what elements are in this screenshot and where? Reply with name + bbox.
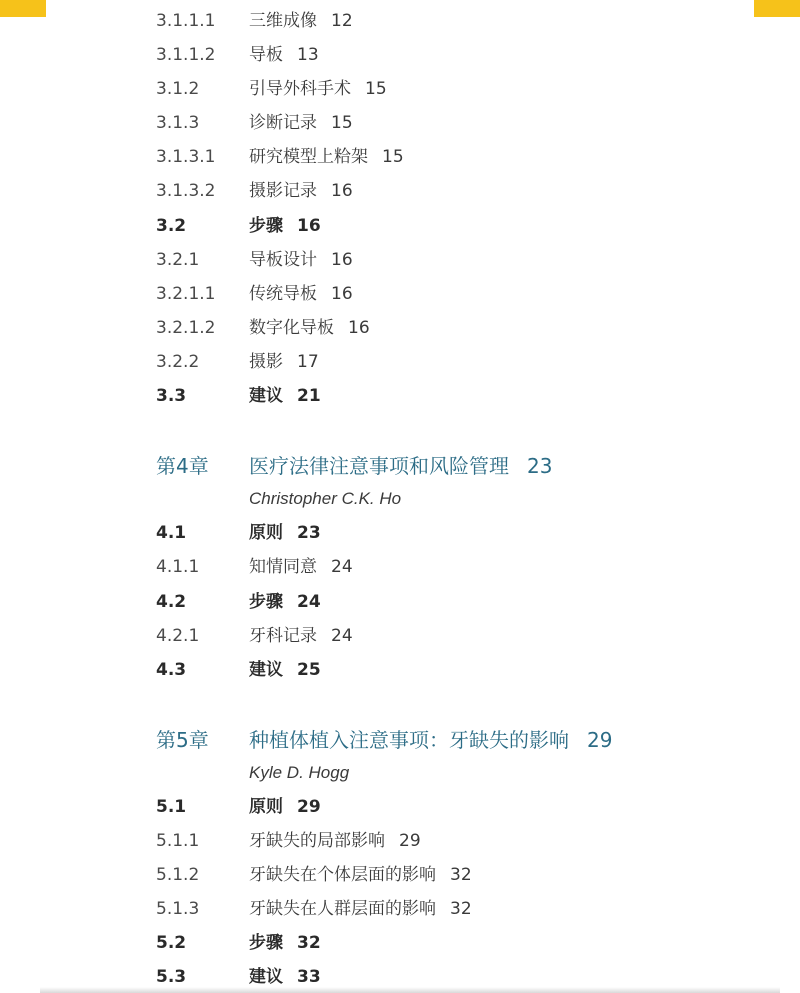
chapter-number: 第4章 [156,454,209,478]
toc-entry-4-1-1[interactable] [0,552,800,582]
toc-entry-5-1-1[interactable] [0,826,800,856]
section-number: 3.2.1.2 [156,318,216,338]
toc-entry-3-2-1[interactable] [0,245,800,275]
section-title: 步骤 [249,216,283,236]
toc-entry-4-2[interactable] [0,587,800,617]
section-title: 传统导板 [249,284,317,304]
page-number: 13 [297,45,319,65]
section-title: 三维成像 [249,11,317,31]
section-number: 5.2 [156,933,187,953]
section-title: 牙科记录 [249,626,317,646]
author-name: Kyle D. Hogg [249,763,350,782]
toc-chapter-5[interactable] [0,723,800,757]
page-number: 23 [297,523,321,543]
page-number: 24 [331,626,353,646]
page-number: 16 [348,318,370,338]
toc-entry-5-1-2[interactable] [0,860,800,890]
page-number: 15 [365,79,387,99]
page-number: 25 [297,660,321,680]
toc-entry-3-1-1-1[interactable] [0,6,800,36]
chapter-title: 种植体植入注意事项：牙缺失的影响 [249,728,569,752]
page-number: 32 [450,899,472,919]
toc-chapter-4[interactable] [0,449,800,483]
section-title: 建议 [249,386,283,406]
page-number: 29 [297,797,321,817]
section-title: 诊断记录 [249,113,317,133]
section-title: 摄影记录 [249,181,317,201]
toc-entry-3-2-1-2[interactable] [0,313,800,343]
toc-entry-5-1-3[interactable] [0,894,800,924]
section-number: 3.1.3.2 [156,181,216,201]
toc-entry-3-2[interactable] [0,211,800,241]
page-number: 32 [297,933,321,953]
page-number: 16 [331,284,353,304]
toc-entry-3-1-2[interactable] [0,74,800,104]
toc-entry-3-1-1-2[interactable] [0,40,800,70]
section-number: 3.1.1.1 [156,11,216,31]
section-number: 3.1.3 [156,113,200,133]
section-number: 5.3 [156,967,187,987]
page-number: 32 [450,865,472,885]
section-title: 原则 [249,523,283,543]
page-number: 29 [587,728,613,752]
toc-entry-3-1-3-1[interactable] [0,142,800,172]
section-title: 建议 [249,660,283,680]
section-title: 研究模型上粭架 [249,147,368,167]
section-title: 步骤 [249,592,283,612]
section-number: 4.2.1 [156,626,200,646]
page-number: 21 [297,386,321,406]
section-title: 步骤 [249,933,283,953]
chapter-title: 医疗法律注意事项和风险管理 [249,454,509,478]
section-number: 4.3 [156,660,187,680]
toc-entry-3-2-1-1[interactable] [0,279,800,309]
section-number: 3.2.1.1 [156,284,216,304]
toc-entry-4-1[interactable] [0,518,800,548]
page-number: 16 [331,181,353,201]
section-number: 3.1.1.2 [156,45,216,65]
page-number: 12 [331,11,353,31]
page-number: 16 [331,250,353,270]
toc-entry-3-2-2[interactable] [0,347,800,377]
page-number: 29 [399,831,421,851]
toc-entry-5-1[interactable] [0,792,800,822]
section-number: 3.2.2 [156,352,200,372]
section-title: 数字化导板 [249,318,334,338]
toc-entry-3-1-3-2[interactable] [0,176,800,206]
section-title: 牙缺失在人群层面的影响 [249,899,436,919]
page-number: 23 [527,454,553,478]
chapter-4-author [0,484,800,514]
toc-entry-4-3[interactable] [0,655,800,685]
toc-entry-3-3[interactable] [0,381,800,411]
author-name: Christopher C.K. Ho [249,489,402,508]
section-number: 5.1.1 [156,831,200,851]
page-number: 24 [331,557,353,577]
toc-entry-3-1-3[interactable] [0,108,800,138]
section-title: 建议 [249,967,283,987]
page-number: 24 [297,592,321,612]
section-number: 3.3 [156,386,187,406]
section-title: 导板设计 [249,250,317,270]
section-number: 3.2 [156,216,187,236]
section-title: 摄影 [249,352,283,372]
page-number: 33 [297,967,321,987]
chapter-number: 第5章 [156,728,209,752]
toc-entry-5-2[interactable] [0,928,800,958]
section-title: 导板 [249,45,283,65]
section-title: 牙缺失在个体层面的影响 [249,865,436,885]
page-number: 15 [382,147,404,167]
page-number: 17 [297,352,319,372]
section-number: 4.1 [156,523,187,543]
section-title: 牙缺失的局部影响 [249,831,385,851]
chapter-5-author [0,758,800,788]
section-number: 4.2 [156,592,187,612]
section-title: 原则 [249,797,283,817]
toc-entry-4-2-1[interactable] [0,621,800,651]
page-bottom-shadow [40,987,780,993]
section-number: 3.1.2 [156,79,200,99]
section-number: 3.2.1 [156,250,200,270]
section-title: 知情同意 [249,557,317,577]
section-number: 3.1.3.1 [156,147,216,167]
section-number: 4.1.1 [156,557,200,577]
section-number: 5.1 [156,797,187,817]
section-title: 引导外科手术 [249,79,351,99]
section-number: 5.1.2 [156,865,200,885]
section-number: 5.1.3 [156,899,200,919]
page-number: 16 [297,216,321,236]
page-number: 15 [331,113,353,133]
